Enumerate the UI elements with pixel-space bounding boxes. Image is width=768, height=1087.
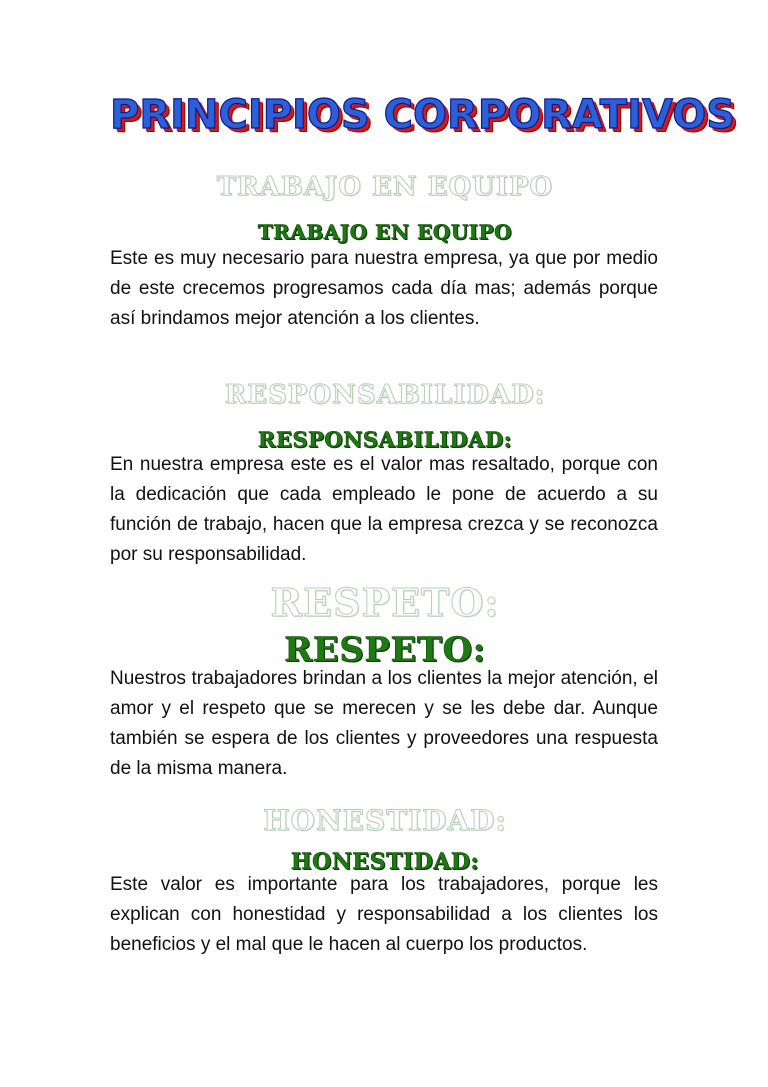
section-ghost-heading-respeto: RESPETO: — [270, 580, 500, 625]
page-title: PRINCIPIOS CORPORATIVOS — [110, 92, 736, 138]
section-ghost-heading-responsabilidad: RESPONSABILIDAD: — [224, 380, 546, 410]
section-heading-honestidad: HONESTIDAD: — [290, 849, 480, 875]
section-body-honestidad: Este valor es importante para los trabajadores, porque les explican con honestidad y responsabilidad a los clientes los beneficios y el mal que le hacen al cuerpo los productos. — [110, 874, 658, 955]
section-heading-responsabilidad: RESPONSABILIDAD: — [258, 427, 512, 452]
section-ghost-heading-honestidad: HONESTIDAD: — [263, 804, 507, 837]
section-heading-respeto: RESPETO: — [284, 630, 486, 670]
section-body-trabajo: Este es muy necesario para nuestra empresa, ya que por medio de este crecemos progresamos cada día mas; además porque así brindamos mejor atención a los clientes. — [110, 248, 658, 329]
section-heading-trabajo: TRABAJO EN EQUIPO — [257, 220, 513, 244]
section-ghost-heading-trabajo: TRABAJO EN EQUIPO — [216, 172, 554, 202]
section-body-respeto: Nuestros trabajadores brindan a los clientes la mejor atención, el amor y el respeto que se merecen y se les debe dar. Aunque también se espera de los clientes y proveedores una respuesta de la misma manera. — [110, 668, 658, 779]
section-body-responsabilidad: En nuestra empresa este es el valor mas resaltado, porque con la dedicación que cada empleado le pone de acuerdo a su función de trabajo, hacen que la empresa crezca y se reconozca por su responsabilidad. — [110, 454, 658, 565]
